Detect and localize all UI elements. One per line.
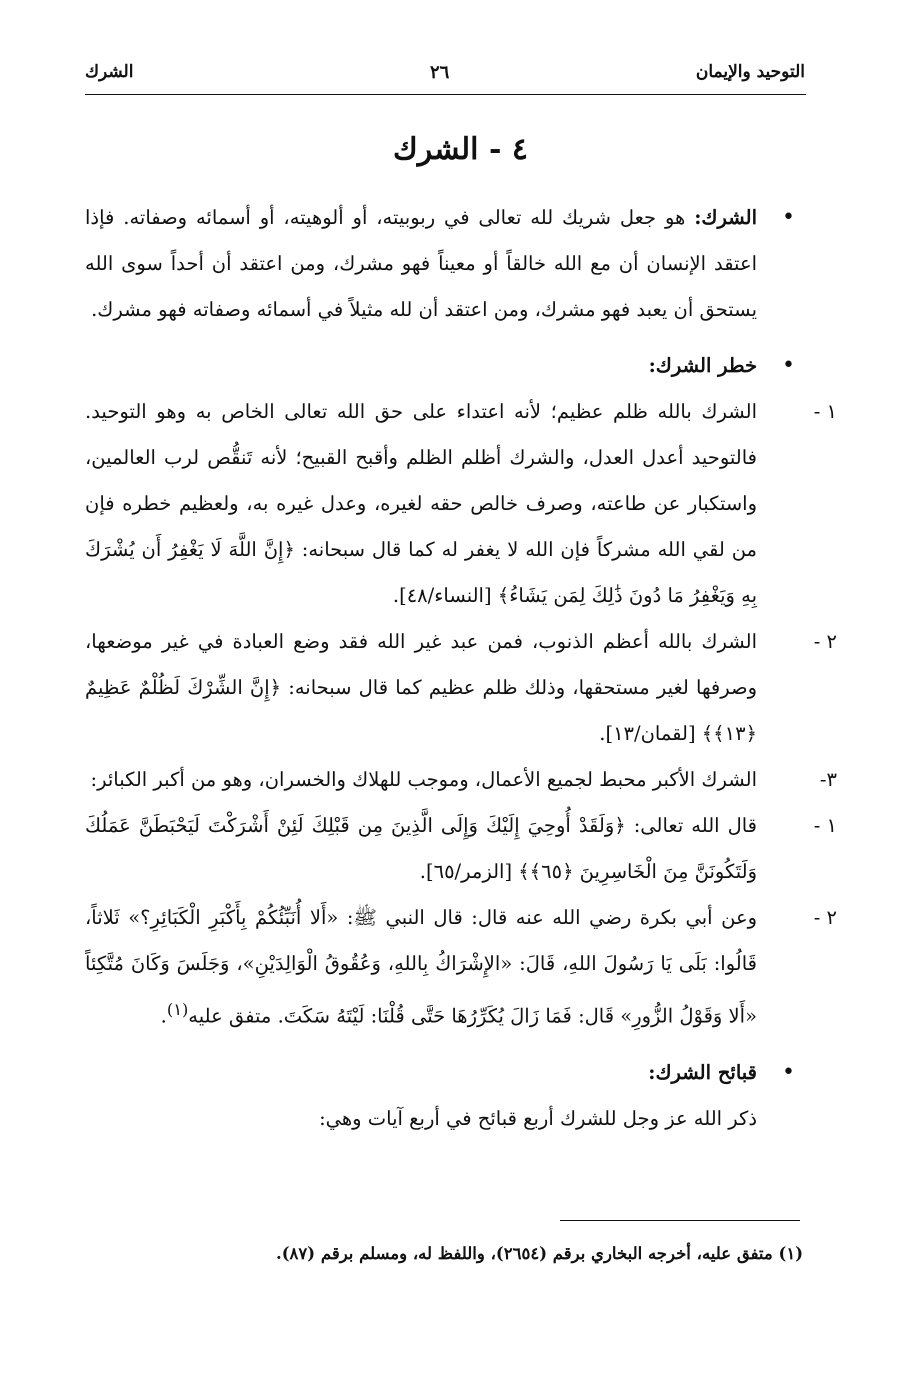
definition-paragraph bbox=[85, 195, 795, 333]
bullet-icon: • bbox=[782, 1059, 795, 1085]
item-text: الشرك بالله أعظم الذنوب، فمن عبد غير الله فقد وضع العبادة في غير موضعها، وصرفها لغير مستحقها، وذلك ظلم عظيم كما قال سبحانه: ﴿إِنَّ الشِّرْكَ لَظُلْمٌ عَظِيمٌ ﴿١٣﴾﴾ [لقمان/١٣]. bbox=[85, 630, 757, 745]
header-chapter: الشرك bbox=[85, 62, 134, 82]
item-text: الشرك الأكبر محبط لجميع الأعمال، وموجب للهلاك والخسران، وهو من أكبر الكبائر: bbox=[90, 768, 757, 791]
running-header bbox=[85, 62, 805, 94]
bullet-icon: • bbox=[782, 205, 795, 230]
vices-heading bbox=[85, 1050, 795, 1096]
evidence-item-2 bbox=[85, 895, 837, 1040]
danger-item-2 bbox=[85, 619, 837, 757]
definition-term: الشرك: bbox=[694, 206, 758, 229]
item-text: وعن أبي بكرة رضي الله عنه قال: قال النبي ﷺ: «أَلا أُنَبِّئُكُمْ بِأَكْبَرِ الْكَبَائِرِ؟» ثَلاثاً، قَالُوا: بَلَى يَا رَسُولَ اللهِ، قَالَ: «الإِشْرَاكُ بِاللهِ، وَعُقُوقُ الْوَالِدَيْنِ»، وَجَلَسَ وَكَانَ مُتَّكِئاً «أَلا وَقَوْلُ الزُّورِ» قَال: فَمَا زَالَ يُكَرِّرُهَا حَتَّى قُلْنَا: لَيْتَهُ سَكَتَ. متفق عليه bbox=[85, 906, 757, 1028]
footnote-divider bbox=[560, 1220, 800, 1221]
header-divider bbox=[85, 94, 806, 95]
item-number: ٢ - bbox=[813, 906, 837, 929]
body-text bbox=[85, 195, 837, 1142]
bullet-icon: • bbox=[782, 353, 795, 378]
header-page-number: ٢٦ bbox=[430, 62, 450, 83]
item-end: . bbox=[160, 1004, 167, 1028]
item-number: ٣- bbox=[819, 768, 837, 791]
vices-heading-text: قبائح الشرك: bbox=[648, 1060, 757, 1084]
section-title: ٤ - الشرك bbox=[393, 132, 528, 167]
item-number: ٢ - bbox=[813, 630, 837, 653]
item-text: الشرك بالله ظلم عظيم؛ لأنه اعتداء على حق الله تعالى الخاص به وهو التوحيد. فالتوحيد أعدل العدل، والشرك أظلم الظلم وأقبح القبيح؛ لأنه تَنقُّص لرب العالمين، واستكبار عن طاعته، وصرف خالص حقه لغيره، وعدل غيره به، ولعظيم خطره فإن من لقي الله مشركاً فإن الله لا يغفر له كما قال سبحانه: ﴿إِنَّ اللَّهَ لَا يَغْفِرُ أَن يُشْرَكَ بِهِ وَيَغْفِرُ مَا دُونَ ذَٰلِكَ لِمَن يَشَاءُ﴾ [النساء/٤٨]. bbox=[85, 400, 757, 607]
header-book-title: التوحيد والإيمان bbox=[695, 62, 805, 82]
footnote: (١) متفق عليه، أخرجه البخاري برقم (٢٦٥٤)، واللفظ له، ومسلم برقم (٨٧). bbox=[275, 1244, 803, 1263]
danger-item-3 bbox=[85, 757, 837, 803]
evidence-item-1 bbox=[85, 803, 837, 895]
danger-item-1 bbox=[85, 389, 837, 619]
footnote-reference: (١) bbox=[166, 1000, 189, 1019]
definition-text: هو جعل شريك لله تعالى في ربوبيته، أو ألوهيته، أو أسمائه وصفاته. فإذا اعتقد الإنسان أن مع الله خالقاً أو معيناً فهو مشرك، ومن اعتقد أن أحداً سوى الله يستحق أن يعبد فهو مشرك، ومن اعتقد أن لله مثيلاً في أسمائه وصفاته فهو مشرك. bbox=[85, 206, 757, 321]
danger-heading-text: خطر الشرك: bbox=[648, 354, 757, 377]
item-number: ١ - bbox=[813, 400, 837, 423]
danger-heading bbox=[85, 343, 795, 389]
vices-text: ذكر الله عز وجل للشرك أربع قبائح في أربع آيات وهي: bbox=[319, 1106, 757, 1130]
item-number: ١ - bbox=[813, 814, 837, 837]
item-text: قال الله تعالى: ﴿وَلَقَدْ أُوحِيَ إِلَيْكَ وَإِلَى الَّذِينَ مِن قَبْلِكَ لَئِنْ أَشْرَكْتَ لَيَحْبَطَنَّ عَمَلُكَ وَلَتَكُونَنَّ مِنَ الْخَاسِرِينَ ﴿٦٥﴾﴾ [الزمر/٦٥]. bbox=[85, 814, 757, 883]
